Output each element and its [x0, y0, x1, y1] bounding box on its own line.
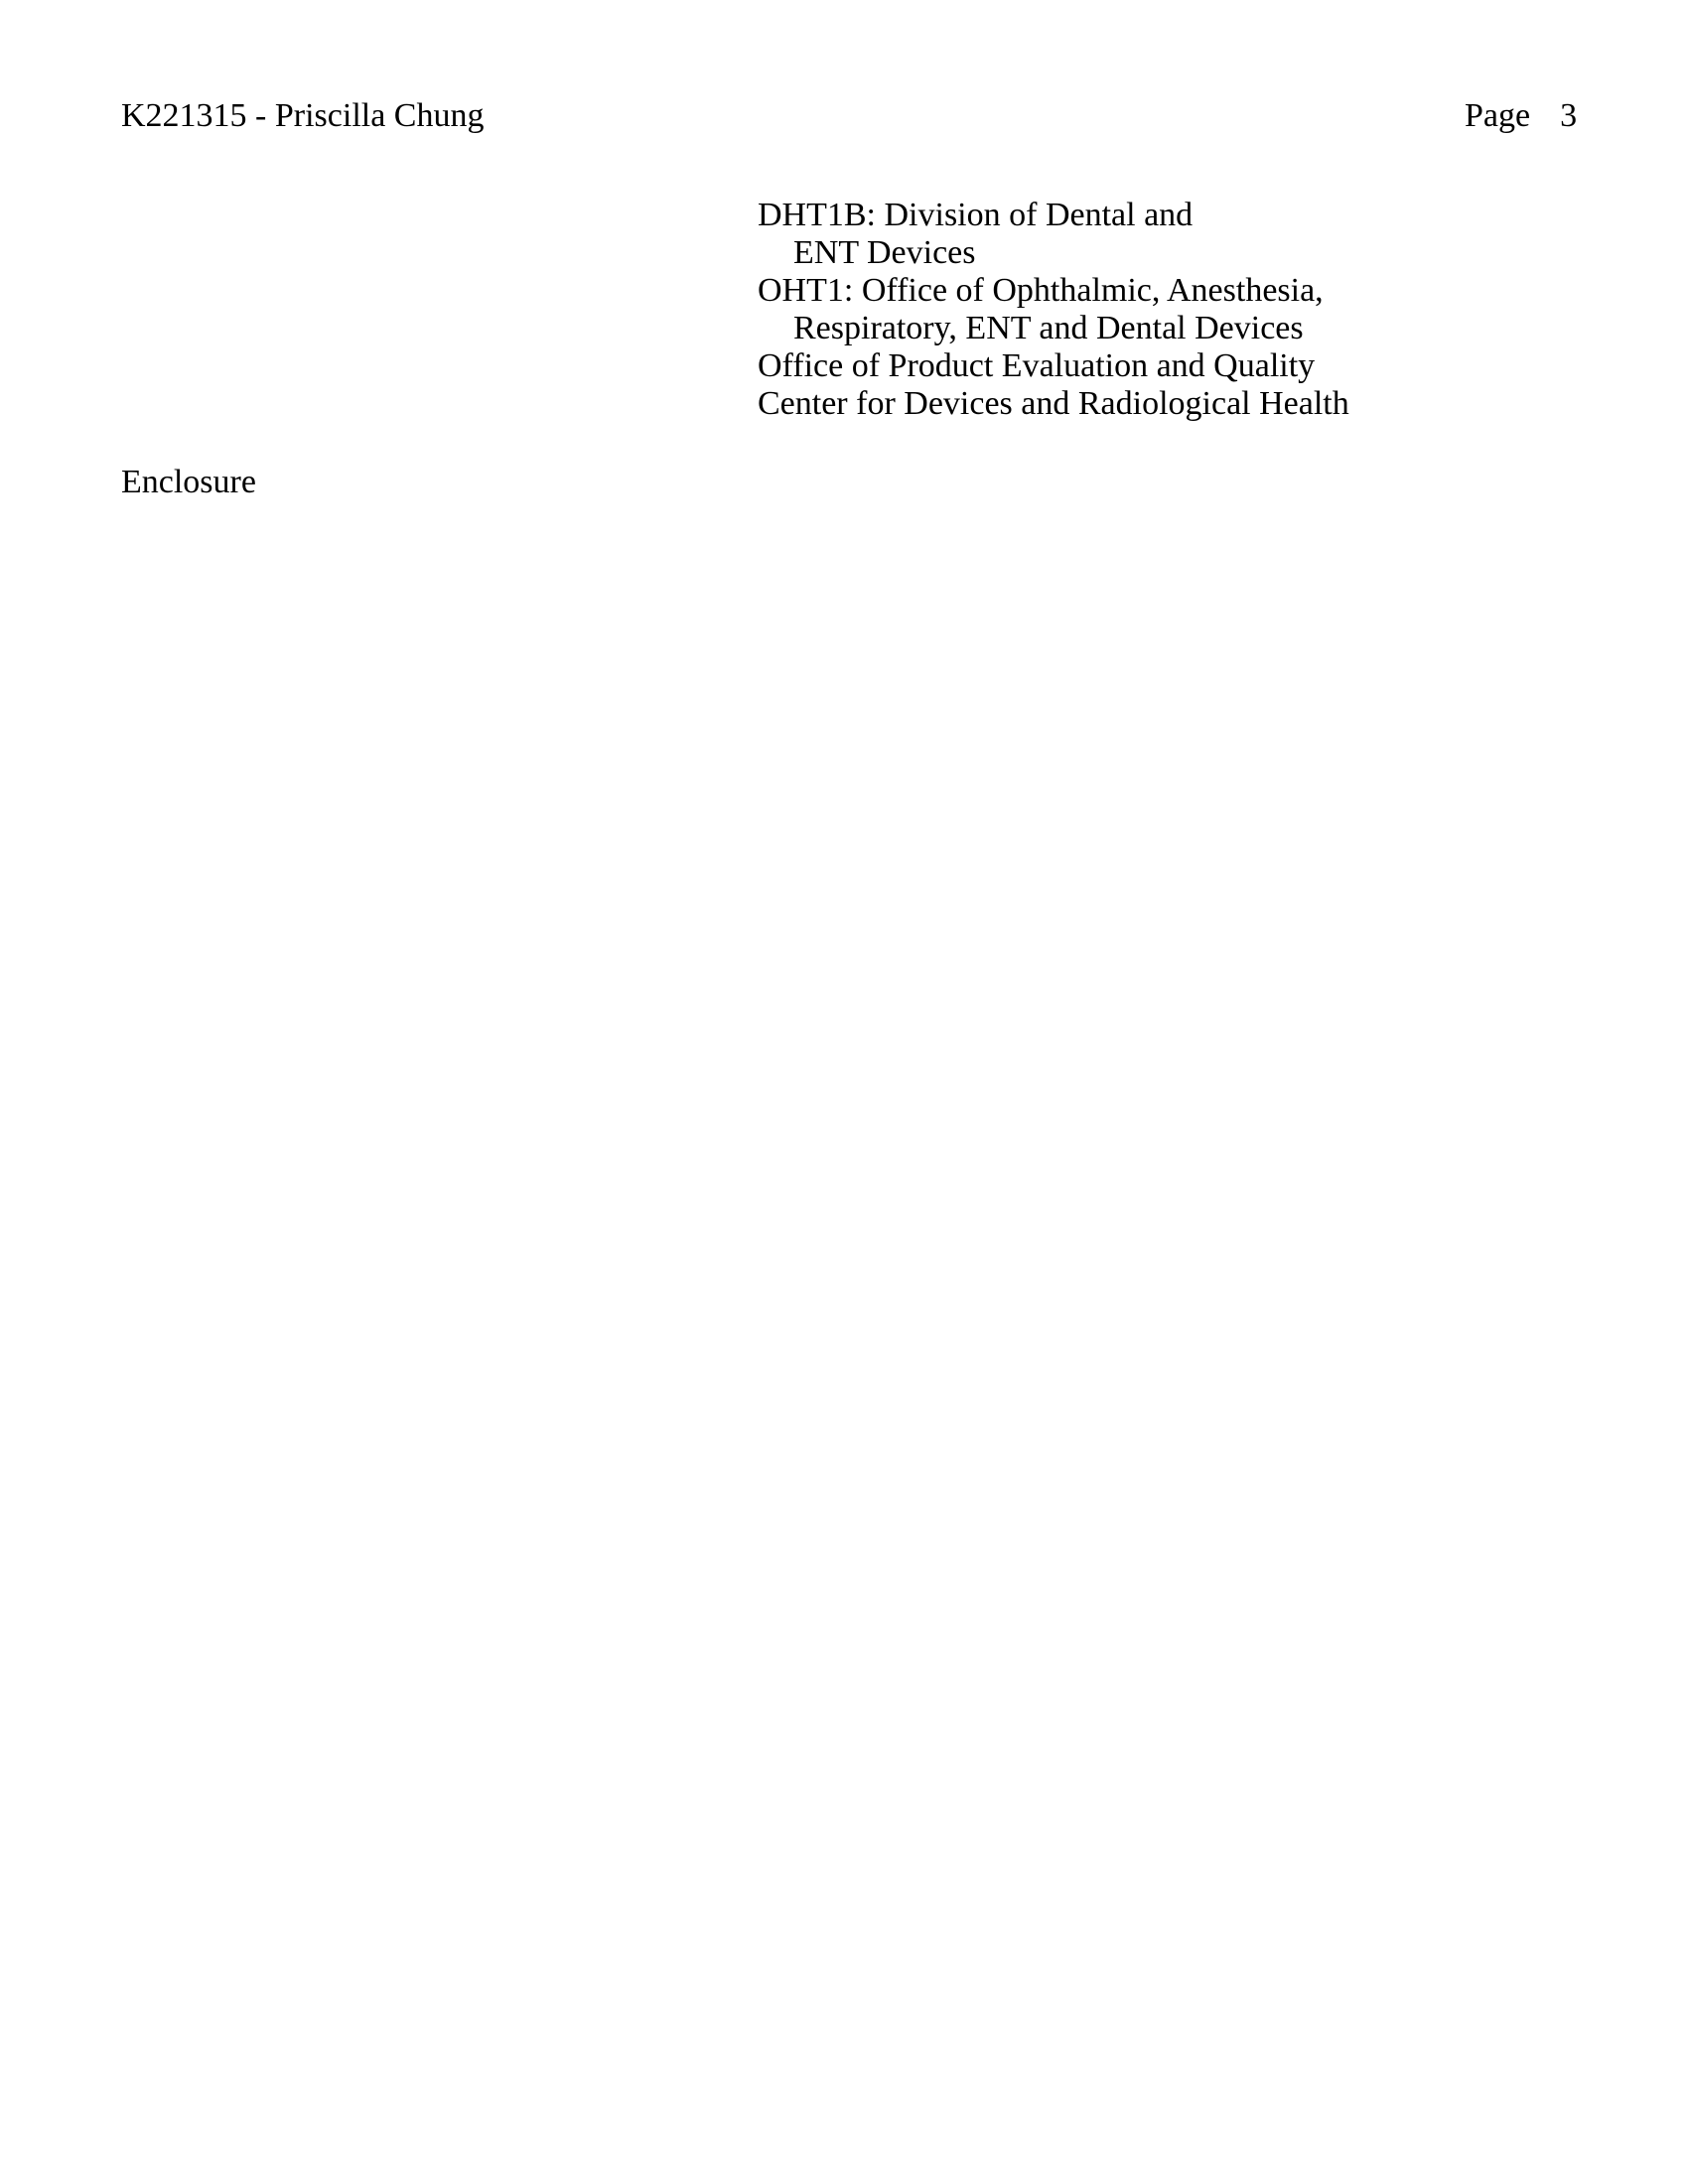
- page-number: 3: [1560, 97, 1578, 134]
- signature-line: OHT1: Office of Ophthalmic, Anesthesia,: [758, 272, 1324, 309]
- page-label: Page: [1465, 97, 1531, 134]
- signature-line: Respiratory, ENT and Dental Devices: [793, 310, 1304, 346]
- signature-block: [758, 197, 1349, 423]
- signature-line: Center for Devices and Radiological Health: [758, 385, 1349, 422]
- signature-line: Office of Product Evaluation and Quality: [758, 347, 1316, 384]
- page-indicator: [1465, 97, 1577, 135]
- signature-line: DHT1B: Division of Dental and: [758, 197, 1194, 233]
- header-reference: K221315 - Priscilla Chung: [121, 97, 485, 134]
- signature-line: ENT Devices: [793, 234, 976, 271]
- enclosure-label: Enclosure: [121, 464, 256, 500]
